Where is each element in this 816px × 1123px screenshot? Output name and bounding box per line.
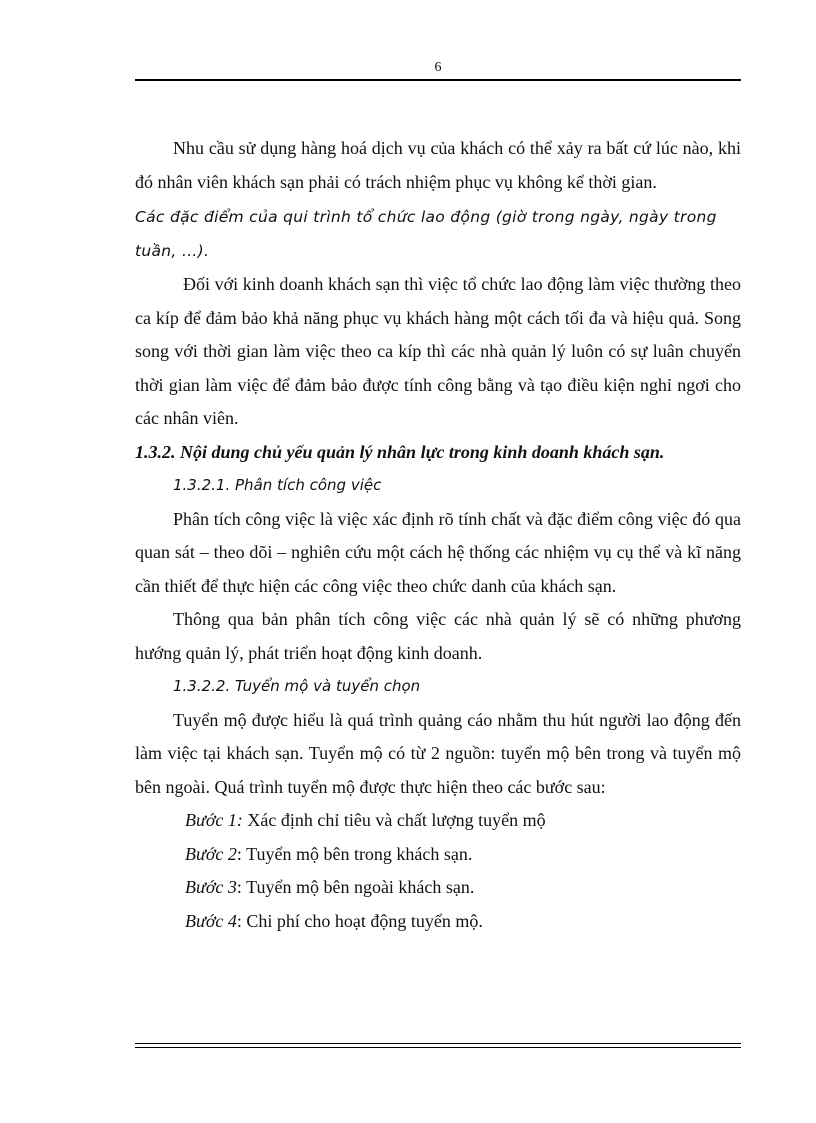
step-text: : Tuyển mộ bên trong khách sạn. [236, 843, 473, 864]
recruitment-step [135, 838, 741, 872]
subsection-heading-1-3-2-2: 1.3.2.2. Tuyển mộ và tuyển chọn [173, 677, 421, 695]
step-label: Bước 3 [185, 877, 237, 897]
document-body [135, 132, 741, 938]
section-heading-1-3-2: 1.3.2. Nội dung chủ yếu quản lý nhân lực trong kinh doanh khách sạn. [135, 441, 665, 462]
paragraph-customer-demand: Nhu cầu sử dụng hàng hoá dịch vụ của khách có thể xảy ra bất cứ lúc nào, khi đó nhân viên khách sạn phải có trách nhiệm phục vụ không kể thời gian. [135, 138, 741, 192]
step-label: Bước 1: [185, 810, 243, 830]
header-rule [135, 79, 741, 81]
subsection-heading-1-3-2-1: 1.3.2.1. Phân tích công việc [173, 476, 382, 494]
step-label: Bước 2 [185, 843, 237, 864]
paragraph-job-analysis: Phân tích công việc là việc xác định rõ tính chất và đặc điểm công việc đó qua quan sát – theo dõi – nghiên cứu một cách hệ thống các nhiệm vụ cụ thể và kĩ năng cần thiết để thực hiện các công việc theo chức danh của khách sạn. [135, 508, 741, 596]
page-number: 6 [434, 60, 442, 75]
paragraph-job-analysis-benefit: Thông qua bản phân tích công việc các nhà quản lý sẽ có những phương hướng quản lý, phát triển hoạt động kinh doanh. [135, 609, 741, 663]
step-text: : Chi phí cho hoạt động tuyển mộ. [236, 910, 483, 931]
step-text: : Tuyển mộ bên ngoài khách sạn. [236, 877, 475, 897]
step-text: Xác định chỉ tiêu và chất lượng tuyển mộ [242, 810, 546, 830]
paragraph-labor-process-features: Các đặc điểm của qui trình tổ chức lao động (giờ trong ngày, ngày trong tuần, …). [135, 208, 717, 260]
footer-rule [135, 1043, 741, 1048]
recruitment-step [135, 804, 741, 838]
step-label: Bước 4 [185, 910, 237, 931]
recruitment-step [135, 871, 741, 905]
recruitment-step [135, 905, 741, 939]
paragraph-recruitment: Tuyển mộ được hiểu là quá trình quảng cáo nhằm thu hút người lao động đến làm việc tại khách sạn. Tuyển mộ có từ 2 nguồn: tuyển mộ bên trong và tuyển mộ bên ngoài. Quá trình tuyển mộ được thực hiện theo các bước sau: [135, 709, 741, 797]
paragraph-shift-organization: Đối với kinh doanh khách sạn thì việc tổ chức lao động làm việc thường theo ca kíp để đảm bảo khả năng phục vụ khách hàng một cách tối đa và hiệu quả. Song song với thời gian làm việc theo ca kíp thì các nhà quản lý luôn có sự luân chuyển thời gian làm việc để đảm bảo được tính công bằng và tạo điều kiện nghỉ ngơi cho các nhân viên. [135, 274, 741, 428]
